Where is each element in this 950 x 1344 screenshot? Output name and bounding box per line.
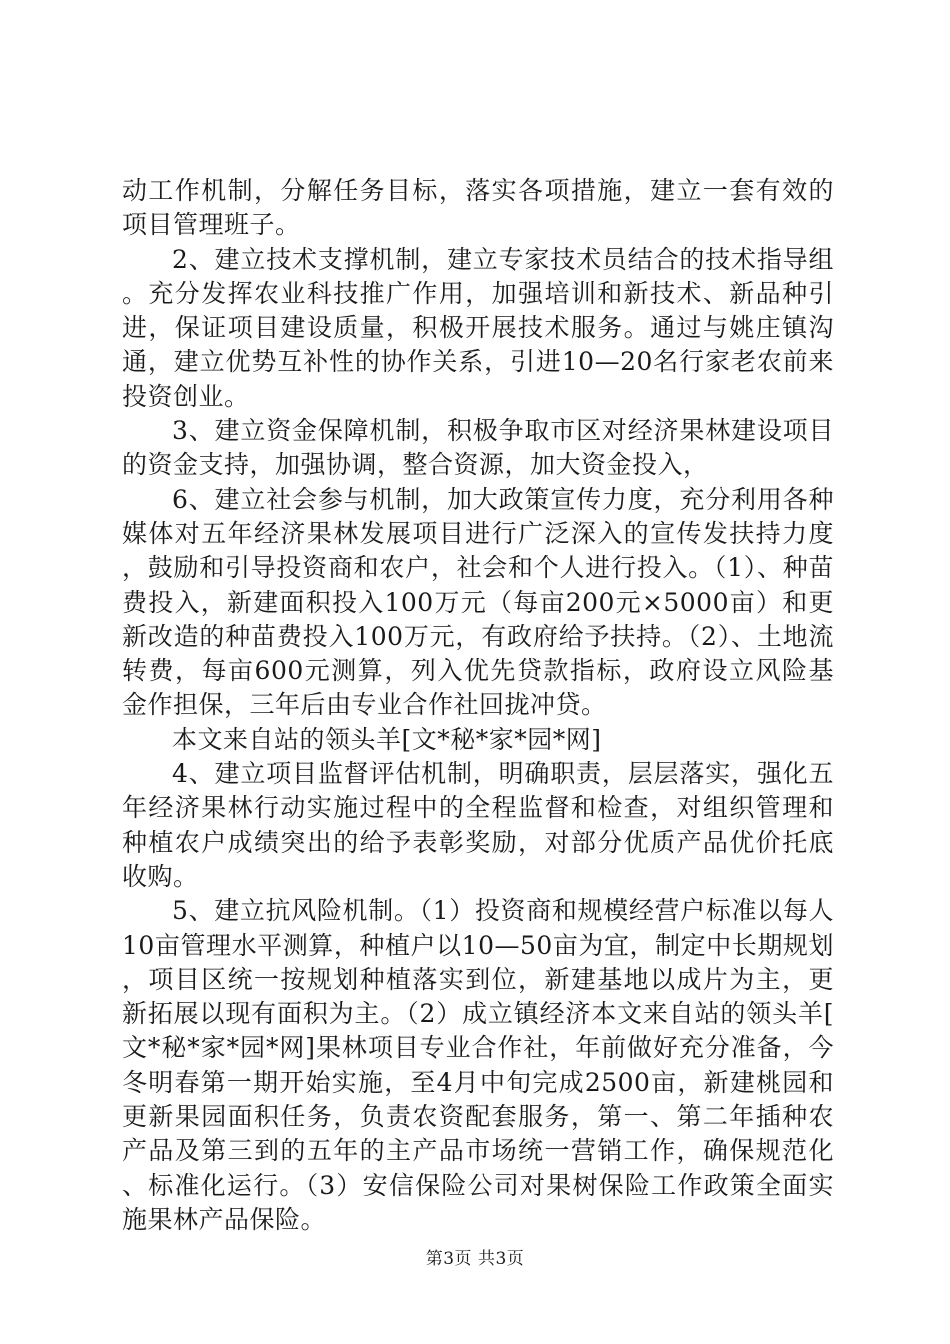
paragraph-tech-support: 2、建立技术支撑机制，建立专家技术员结合的技术指导组。充分发挥农业科技推广作用，加强培训和新技术、新品种引进，保证项目建设质量，积极开展技术服务。通过与姚庄镇沟通，建立优势互补性的协作关系，引进10—20名行家老农前来投资创业。 (122, 244, 834, 411)
page-number-footer: 第3页 共3页 (425, 1249, 525, 1269)
paragraph-social-participation: 6、建立社会参与机制，加大政策宣传力度，充分利用各种媒体对五年经济果林发展项目进行广泛深入的宣传发扶持力度，鼓励和引导投资商和农户，社会和个人进行投入。（1）、种苗费投入，新建面积投入100万元（每亩200元×5000亩）和更新改造的种苗费投入100万元，有政府给予扶持。（2）、土地流转费，每亩600元测算，列入优先贷款指标，政府设立风险基金作担保，三年后由专业合作社回拢冲贷。 (122, 484, 834, 720)
paragraph-risk: 5、建立抗风险机制。（1）投资商和规模经营户标准以每人10亩管理水平测算，种植户以10—50亩为宜，制定中长期规划，项目区统一按规划种植落实到位，新建基地以成片为主，更新拓展以现有面积为主。（2）成立镇经济本文来自站的领头羊[文*秘*家*园*网]果林项目专业合作社，年前做好充分准备，今冬明春第一期开始实施，至4月中旬完成2500亩，新建桃园和更新果园面积任务，负责农资配套服务，第一、第二年插种农产品及第三到的五年的主产品市场统一营销工作，确保规范化、标准化运行。（3）安信保险公司对果树保险工作政策全面实施果林产品保险。 (122, 896, 834, 1234)
paragraph-continuation: 动工作机制，分解任务目标，落实各项措施，建立一套有效的项目管理班子。 (122, 176, 834, 240)
paragraph-source-note: 本文来自站的领头羊[文*秘*家*园*网] (172, 724, 602, 754)
body-text (122, 174, 834, 1237)
paragraph-funding: 3、建立资金保障机制，积极争取市区对经济果林建设项目的资金支持，加强协调，整合资源，加大资金投入， (122, 416, 834, 480)
paragraph-supervision: 4、建立项目监督评估机制，明确职责，层层落实，强化五年经济果林行动实施过程中的全程监督和检查，对组织管理和种植农户成绩突出的给予表彰奖励，对部分优质产品优价托底收购。 (122, 759, 834, 891)
